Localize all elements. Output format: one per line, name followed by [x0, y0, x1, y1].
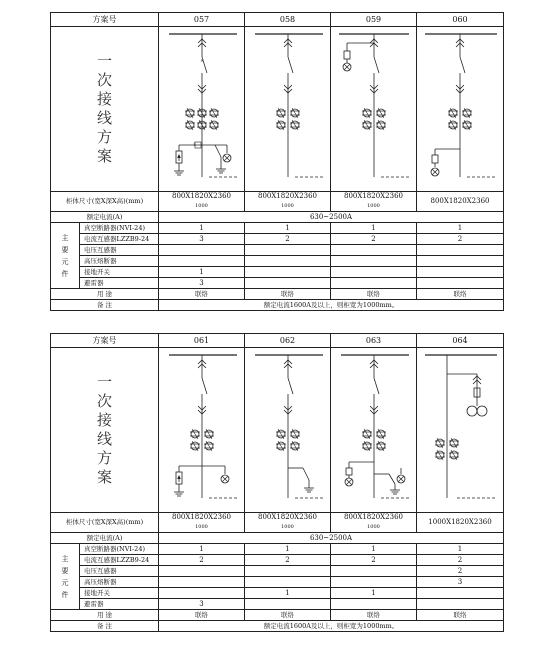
wiring-title-char: 线	[96, 109, 112, 127]
component-qty	[245, 245, 331, 256]
wiring-diagram-058	[245, 27, 331, 192]
svg-text:1: 1	[193, 142, 197, 148]
usage-label: 用 途	[51, 610, 159, 621]
size-width: 800	[344, 513, 358, 521]
component-qty	[417, 256, 504, 267]
component-qty: 3	[159, 234, 245, 245]
group-char: 主	[61, 554, 69, 563]
component-qty: 3	[159, 278, 245, 289]
component-qty	[417, 588, 504, 599]
cabinet-size-label: 柜体尺寸(宽X深X高)(mm)	[51, 513, 159, 533]
wiring-title-char: 一	[96, 52, 112, 70]
component-qty	[245, 256, 331, 267]
component-name: 高压熔断器	[80, 256, 159, 267]
component-qty	[417, 267, 504, 278]
component-qty: 2	[331, 555, 417, 566]
component-name: 电流互感器LZZB9-24	[80, 234, 159, 245]
component-name: 电流互感器LZZB9-24	[80, 555, 159, 566]
wiring-diagram-060	[417, 27, 504, 192]
rated-current-value: 630~2500A	[159, 212, 504, 223]
size-width: 800	[172, 192, 186, 200]
component-qty: 1	[159, 544, 245, 555]
component-qty	[159, 588, 245, 599]
cabinet-size-label: 柜体尺寸(宽X深X高)(mm)	[51, 192, 159, 212]
usage-value: 联络	[159, 610, 245, 621]
scheme-number: 057	[159, 13, 245, 27]
scheme-number: 063	[331, 334, 417, 348]
scheme-number-label: 方案号	[51, 13, 159, 27]
wiring-title-cell	[51, 27, 159, 192]
component-name: 避雷器	[80, 599, 159, 610]
remark-value: 额定电流1600A及以上，则柜宽为1000mm。	[159, 621, 504, 632]
usage-value: 联络	[245, 289, 331, 300]
group-char: 件	[61, 269, 69, 278]
component-qty	[159, 577, 245, 588]
component-qty	[417, 278, 504, 289]
component-qty	[417, 245, 504, 256]
scheme-number: 059	[331, 13, 417, 27]
size-rest: X1820X2360	[357, 513, 403, 521]
component-qty	[245, 577, 331, 588]
component-qty: 1	[417, 544, 504, 555]
wiring-diagram-059	[331, 27, 417, 192]
size-width-alt: 1000	[281, 203, 294, 209]
group-char: 主	[61, 233, 69, 242]
component-qty: 1	[245, 223, 331, 234]
wiring-title-char: 案	[96, 468, 112, 486]
scheme-number-label: 方案号	[51, 334, 159, 348]
component-name: 真空断路器(NVI-24)	[80, 544, 159, 555]
size-rest: X1820X2360	[185, 192, 231, 200]
component-qty: 1	[245, 544, 331, 555]
size-width-alt: 1000	[281, 524, 294, 530]
cabinet-size	[331, 192, 417, 212]
component-qty	[331, 599, 417, 610]
component-name: 接地开关	[80, 267, 159, 278]
component-qty: 2	[417, 566, 504, 577]
usage-value: 联络	[417, 610, 504, 621]
component-qty	[245, 267, 331, 278]
scheme-number: 062	[245, 334, 331, 348]
rated-current-value: 630~2500A	[159, 533, 504, 544]
component-qty: 1	[331, 223, 417, 234]
scheme-table-1	[50, 12, 504, 311]
component-qty	[331, 256, 417, 267]
component-qty	[245, 566, 331, 577]
usage-value: 联络	[159, 289, 245, 300]
rated-current-label: 额定电流(A)	[51, 533, 159, 544]
remark-label: 备 注	[51, 300, 159, 311]
component-qty: 2	[245, 234, 331, 245]
component-qty	[331, 278, 417, 289]
size-width-alt: 1000	[367, 524, 380, 530]
size-rest: X1820X2360	[271, 513, 317, 521]
component-qty	[159, 245, 245, 256]
wiring-title-cell	[51, 348, 159, 513]
size-width: 1000	[428, 518, 447, 526]
component-qty	[245, 599, 331, 610]
scheme-number: 058	[245, 13, 331, 27]
component-qty	[331, 577, 417, 588]
component-qty: 1	[159, 267, 245, 278]
component-name: 真空断路器(NVI-24)	[80, 223, 159, 234]
size-rest: X1820X2360	[446, 518, 492, 526]
component-qty: 1	[417, 223, 504, 234]
component-qty	[331, 245, 417, 256]
wiring-diagram-062	[245, 348, 331, 513]
usage-value: 联络	[331, 289, 417, 300]
component-qty	[331, 267, 417, 278]
cabinet-size	[159, 513, 245, 533]
group-char: 元	[61, 257, 69, 266]
size-rest: X1820X2360	[271, 192, 317, 200]
scheme-number: 061	[159, 334, 245, 348]
size-rest: X1820X2360	[357, 192, 403, 200]
size-width-alt: 1000	[195, 524, 208, 530]
cabinet-size	[245, 513, 331, 533]
component-qty: 2	[417, 555, 504, 566]
component-name: 接地开关	[80, 588, 159, 599]
group-char: 元	[61, 578, 69, 587]
group-char: 要	[61, 566, 69, 575]
cabinet-size	[417, 192, 504, 212]
component-qty: 2	[245, 555, 331, 566]
scheme-table-2	[50, 333, 504, 632]
wiring-diagram-064	[417, 348, 504, 513]
size-width: 800	[344, 192, 358, 200]
group-char: 要	[61, 245, 69, 254]
wiring-title-char: 一	[96, 373, 112, 391]
component-qty: 1	[331, 588, 417, 599]
wiring-title-char: 次	[96, 71, 112, 89]
size-width: 800	[258, 513, 272, 521]
component-qty	[159, 566, 245, 577]
main-components-label	[51, 223, 80, 289]
wiring-title-char: 方	[96, 449, 112, 467]
component-name: 避雷器	[80, 278, 159, 289]
size-width-alt: 1000	[195, 203, 208, 209]
size-width: 800	[258, 192, 272, 200]
group-char: 件	[61, 590, 69, 599]
usage-value: 联络	[331, 610, 417, 621]
wiring-title-char: 接	[96, 90, 112, 108]
cabinet-size	[159, 192, 245, 212]
size-rest: X1820X2360	[443, 197, 490, 205]
component-qty: 1	[245, 588, 331, 599]
component-name: 高压熔断器	[80, 577, 159, 588]
wiring-title-char: 次	[96, 392, 112, 410]
component-qty: 1	[159, 223, 245, 234]
main-components-label	[51, 544, 80, 610]
cabinet-size	[417, 513, 504, 533]
component-name: 电压互感器	[80, 566, 159, 577]
wiring-title-char: 案	[96, 147, 112, 165]
remark-value: 额定电流1600A及以上，则柜宽为1000mm。	[159, 300, 504, 311]
wiring-title-char: 接	[96, 411, 112, 429]
cabinet-size	[245, 192, 331, 212]
scheme-number: 060	[417, 13, 504, 27]
component-qty: 3	[417, 577, 504, 588]
wiring-title-char: 方	[96, 128, 112, 146]
wiring-diagram-057	[159, 27, 245, 192]
rated-current-label: 额定电流(A)	[51, 212, 159, 223]
component-qty: 2	[159, 555, 245, 566]
cabinet-size	[331, 513, 417, 533]
component-qty	[331, 566, 417, 577]
remark-label: 备 注	[51, 621, 159, 632]
svg-text:×: ×	[200, 58, 205, 64]
component-qty: 2	[417, 234, 504, 245]
usage-label: 用 途	[51, 289, 159, 300]
usage-value: 联络	[245, 610, 331, 621]
component-qty	[159, 256, 245, 267]
size-rest: X1820X2360	[185, 513, 231, 521]
component-qty	[417, 599, 504, 610]
component-name: 电压互感器	[80, 245, 159, 256]
component-qty: 1	[331, 544, 417, 555]
usage-value: 联络	[417, 289, 504, 300]
component-qty: 3	[159, 599, 245, 610]
size-width: 800	[172, 513, 186, 521]
component-qty	[245, 278, 331, 289]
wiring-diagram-061	[159, 348, 245, 513]
size-width: 800	[430, 197, 444, 205]
component-qty: 2	[331, 234, 417, 245]
size-width-alt: 1000	[367, 203, 380, 209]
wiring-diagram-063	[331, 348, 417, 513]
scheme-number: 064	[417, 334, 504, 348]
wiring-title-char: 线	[96, 430, 112, 448]
